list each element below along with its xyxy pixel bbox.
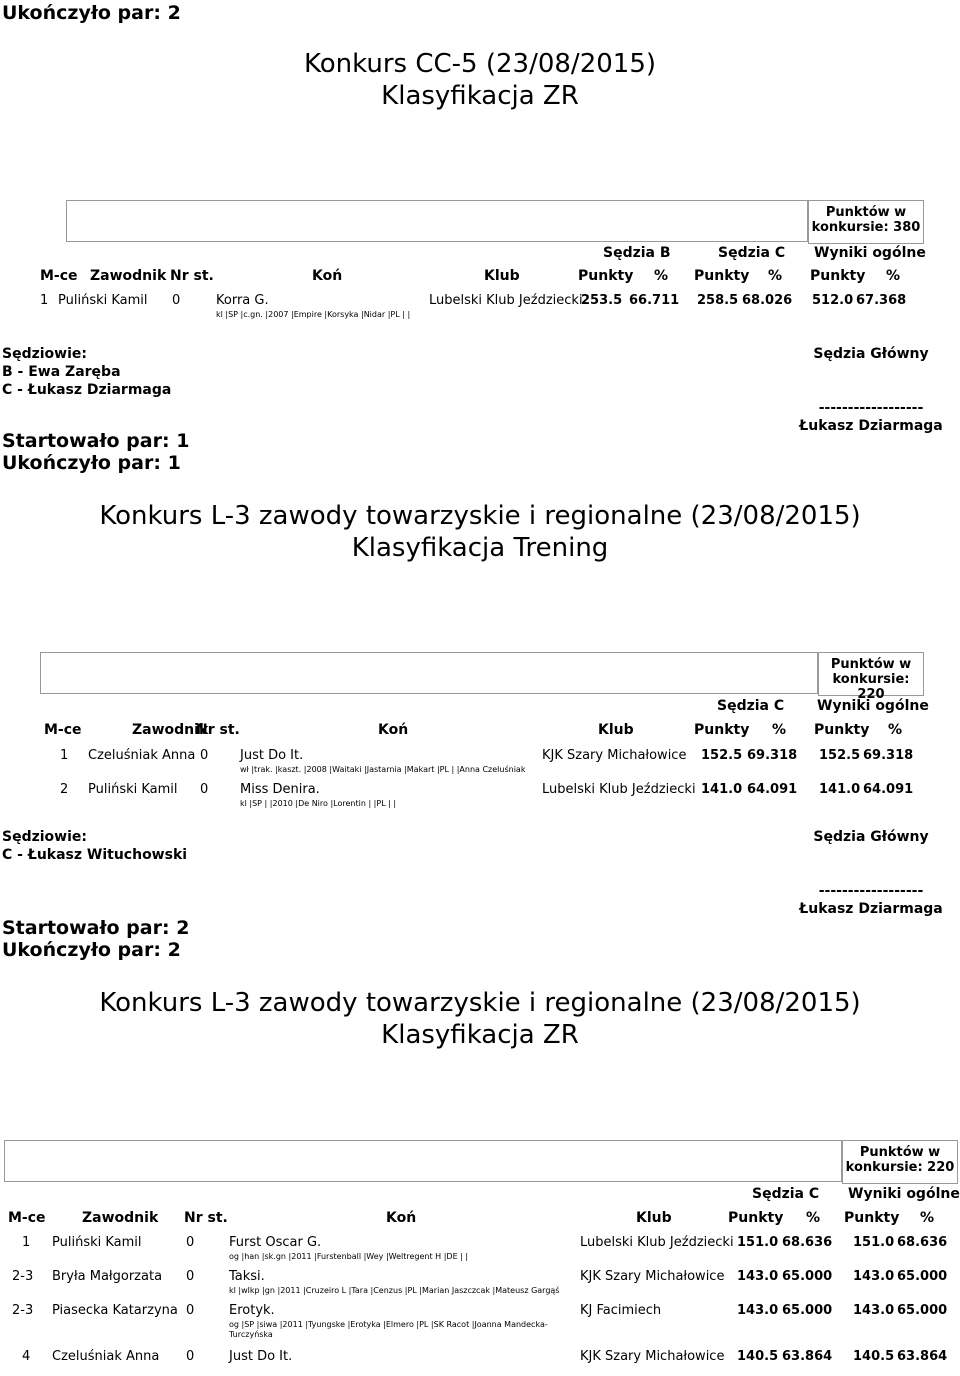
section-1-points-box [808,200,924,244]
row-nr: 0 [200,748,209,763]
col-place: M-ce [8,1210,46,1226]
row-club: KJK Szary Michałowice [580,1269,725,1284]
row-horse-info: wł |trak. |kaszt. |2008 |Waitaki |Jastarnia |Makart |PL | |Anna Czeluśniak [240,765,526,774]
section-2-main-judge [796,828,946,918]
row-value: 143.0 [737,1303,779,1318]
row-value: 66.711 [629,293,680,308]
row-value: 152.5 [819,748,861,763]
row-value: 68.026 [742,293,793,308]
section-1-judges [2,345,171,399]
table-row [0,293,960,325]
row-rider: Czeluśniak Anna [52,1349,160,1364]
table-row [0,1349,960,1369]
section-3-judge-c-header: Sędzia C [752,1186,820,1202]
row-value: 65.000 [897,1303,948,1318]
row-place: 4 [22,1349,31,1364]
col-pts-all: Punkty [814,722,870,738]
row-horse: Just Do It. [240,748,304,763]
row-value: 143.0 [737,1269,779,1284]
table-row [0,1303,960,1343]
section-2-counts [2,917,189,961]
col-pct-c: % [772,722,787,738]
section-1-counts [2,430,189,474]
section-1-points-label: Punktów w konkursie: 380 [811,205,921,235]
top-finished-count: Ukończyło par: 2 [2,2,181,24]
section-3-subtitle: Klasyfikacja ZR [381,1020,579,1050]
started-count: Startowało par: 1 [2,430,190,452]
section-2-title: Konkurs L-3 zawody towarzyskie i regionalne (23/08/2015) [99,501,861,531]
col-club: Klub [636,1210,672,1226]
row-value: 65.000 [782,1303,833,1318]
section-1-header-box [66,200,808,242]
col-pct-c: % [806,1210,821,1226]
section-1-column-headers [0,268,960,286]
section-3-points-label: Punktów w konkursie: 220 [845,1145,955,1175]
row-club: Lubelski Klub Jeździecki [542,782,696,797]
col-club: Klub [484,268,520,284]
row-value: 141.0 [819,782,861,797]
col-place: M-ce [40,268,78,284]
row-horse: Taksi. [229,1269,265,1284]
row-rider: Bryła Małgorzata [52,1269,163,1284]
row-rider: Piasecka Katarzyna [52,1303,178,1318]
section-3-header-box [4,1140,842,1182]
col-pts-c: Punkty [694,268,750,284]
row-value: 512.0 [812,293,854,308]
judges-label: Sędziowie: [2,346,87,362]
col-pct-all: % [888,722,903,738]
table-row [0,748,960,778]
row-horse: Furst Oscar G. [229,1235,322,1250]
row-value: 152.5 [701,748,743,763]
row-horse: Miss Denira. [240,782,320,797]
judges-label: Sędziowie: [2,829,87,845]
section-2-overall-header: Wyniki ogólne [817,698,929,714]
section-2-points-box [818,652,924,702]
section-3-points-box [842,1140,958,1184]
row-nr: 0 [200,782,209,797]
row-club: KJK Szary Michałowice [542,748,687,763]
finished-count: Ukończyło par: 2 [2,939,181,961]
row-value: 69.318 [863,748,914,763]
col-horse: Koń [312,268,343,284]
row-place: 1 [60,748,69,763]
row-horse-info: kl |SP | |2010 |De Niro |Lorentin | |PL | | [240,799,397,808]
row-horse-info: kl |wlkp |gn |2011 |Cruzeiro L |Tara |Cenzus |PL |Marian Jaszczcak |Mateusz Gargąś [229,1286,560,1295]
row-value: 68.636 [897,1235,948,1250]
main-judge-label: Sędzia Główny [813,829,929,845]
section-3-title: Konkurs L-3 zawody towarzyskie i regionalne (23/08/2015) [99,988,861,1018]
row-value: 64.091 [747,782,798,797]
row-value: 140.5 [737,1349,779,1364]
main-judge-name: Łukasz Dziarmaga [799,901,943,917]
col-nr: Nr st. [184,1210,228,1226]
section-1-main-judge [796,345,946,435]
row-nr: 0 [186,1235,195,1250]
col-nr: Nr st. [196,722,240,738]
col-rider: Zawodnik [132,722,209,738]
col-horse: Koń [386,1210,417,1226]
section-1-overall-header: Wyniki ogólne [814,245,926,261]
row-club: Lubelski Klub Jeździecki [429,293,583,308]
row-value: 140.5 [853,1349,895,1364]
row-value: 69.318 [747,748,798,763]
row-horse: Korra G. [216,293,269,308]
row-value: 63.864 [782,1349,833,1364]
col-pts-c: Punkty [728,1210,784,1226]
row-value: 65.000 [897,1269,948,1284]
section-2-judge-c-header: Sędzia C [717,698,785,714]
row-rider: Puliński Kamil [52,1235,142,1250]
row-club: KJK Szary Michałowice [580,1349,725,1364]
col-pct-all: % [920,1210,935,1226]
row-rider: Puliński Kamil [58,293,148,308]
section-2-column-headers [0,722,960,740]
row-place: 1 [22,1235,31,1250]
table-row [0,782,960,812]
row-value: 151.0 [737,1235,779,1250]
section-2-subtitle: Klasyfikacja Trening [351,533,609,563]
col-pts-c: Punkty [694,722,750,738]
section-3-column-headers [0,1210,960,1228]
row-value: 143.0 [853,1269,895,1284]
row-value: 67.368 [856,293,907,308]
row-rider: Puliński Kamil [88,782,178,797]
section-1-subtitle: Klasyfikacja ZR [381,81,579,111]
section-3-overall-header: Wyniki ogólne [848,1186,960,1202]
row-value: 68.636 [782,1235,833,1250]
row-horse-info: og |han |sk.gn |2011 |Furstenball |Wey |Weltregent H |DE | | [229,1252,469,1261]
row-horse: Just Do It. [229,1349,293,1364]
col-rider: Zawodnik [90,268,167,284]
row-value: 143.0 [853,1303,895,1318]
col-pct-all: % [886,268,901,284]
col-pts-b: Punkty [578,268,634,284]
row-value: 65.000 [782,1269,833,1284]
main-judge-line: ------------------ [818,400,924,416]
judge-line: C - Łukasz Dziarmaga [2,382,172,398]
row-club: Lubelski Klub Jeździecki [580,1235,734,1250]
row-place: 1 [40,293,49,308]
col-pts-all: Punkty [844,1210,900,1226]
row-value: 63.864 [897,1349,948,1364]
row-horse-info: kl |SP |c.gn. |2007 |Empire |Korsyka |Nidar |PL | | [216,310,411,319]
table-row [0,1235,960,1265]
row-value: 253.5 [581,293,623,308]
row-nr: 0 [186,1303,195,1318]
started-count: Startowało par: 2 [2,917,190,939]
col-pct-b: % [654,268,669,284]
row-place: 2-3 [12,1269,34,1284]
col-club: Klub [598,722,634,738]
row-place: 2-3 [12,1303,34,1318]
row-nr: 0 [172,293,181,308]
row-value: 151.0 [853,1235,895,1250]
col-pts-all: Punkty [810,268,866,284]
row-value: 64.091 [863,782,914,797]
row-horse: Erotyk. [229,1303,275,1318]
section-2-header-box [40,652,818,694]
col-horse: Koń [378,722,409,738]
main-judge-name: Łukasz Dziarmaga [799,418,943,434]
row-club: KJ Facimiech [580,1303,662,1318]
row-horse-info: og |SP |siwa |2011 |Tyungske |Erotyka |Elmero |PL |SK Racot |Joanna Mandecka-Turczyńska [229,1320,548,1339]
row-value: 141.0 [701,782,743,797]
row-place: 2 [60,782,69,797]
row-rider: Czeluśniak Anna [88,748,196,763]
main-judge-line: ------------------ [818,883,924,899]
col-nr: Nr st. [170,268,214,284]
col-pct-c: % [768,268,783,284]
table-row [0,1269,960,1299]
judge-line: B - Ewa Zaręba [2,364,121,380]
section-2-points-label: Punktów w konkursie: 220 [830,657,912,702]
main-judge-label: Sędzia Główny [813,346,929,362]
section-1-title: Konkurs CC-5 (23/08/2015) [303,49,656,79]
section-1-judge-c-header: Sędzia C [718,245,786,261]
row-nr: 0 [186,1349,195,1364]
row-value: 258.5 [697,293,739,308]
judge-line: C - Łukasz Wituchowski [2,847,188,863]
finished-count: Ukończyło par: 1 [2,452,181,474]
section-2-judges [2,828,187,864]
row-nr: 0 [186,1269,195,1284]
col-place: M-ce [44,722,82,738]
col-rider: Zawodnik [82,1210,159,1226]
section-1-judge-b-header: Sędzia B [603,245,671,261]
